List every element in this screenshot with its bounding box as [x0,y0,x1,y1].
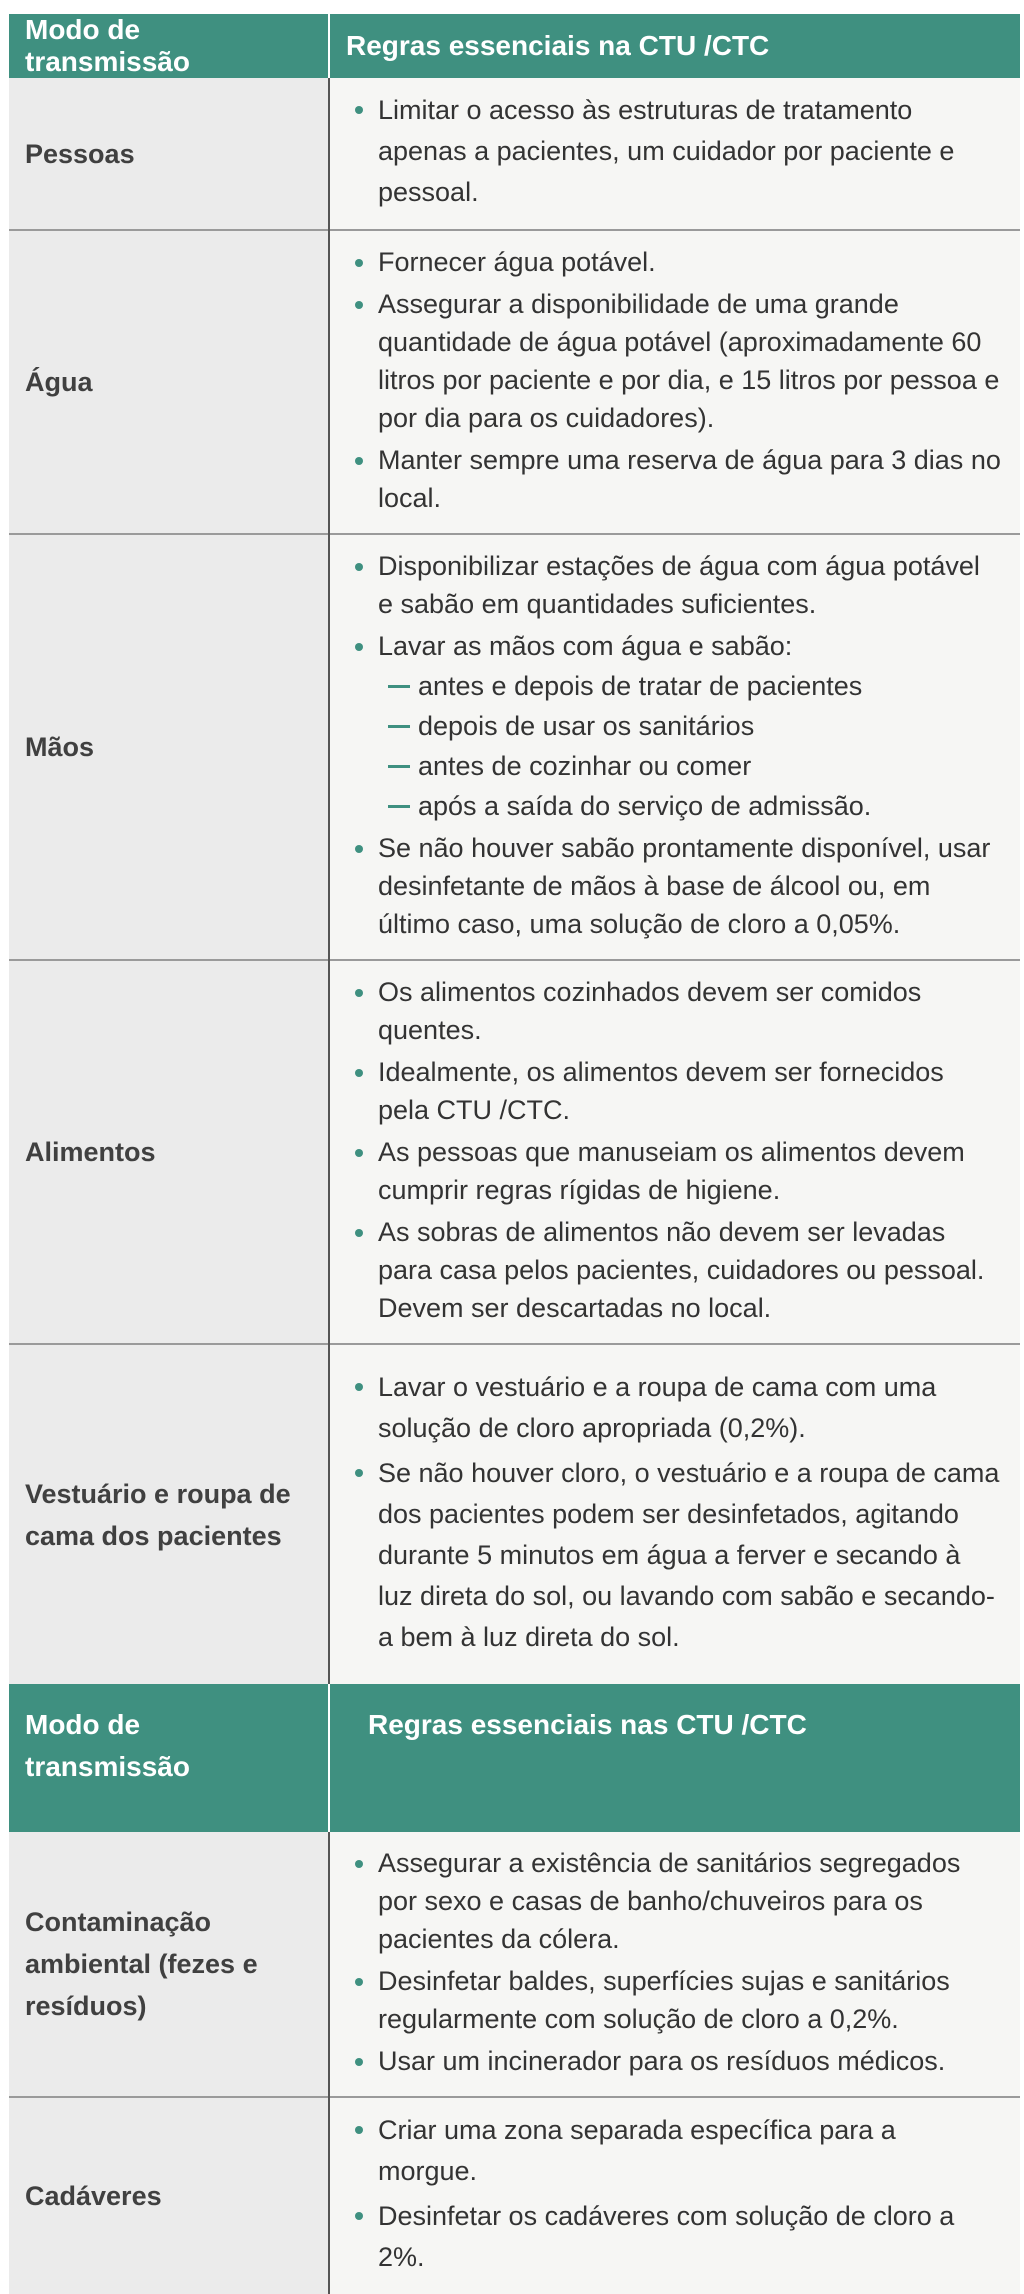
rule-text: Disponibilizar estações de água com água potável e sabão em quantidades suficientes. [378,551,980,619]
sub-rule-text: após a saída do serviço de admissão. [418,791,872,821]
rules-list [348,1367,1002,1658]
bullet-icon [355,1860,363,1868]
sub-list-item [378,787,1002,825]
list-item [348,1962,1002,2038]
table-header-row [9,14,1020,78]
rule-text: Usar um incinerador para os resíduos médicos. [378,2046,946,2076]
rule-text: Criar uma zona separada específica para a morgue. [378,2115,896,2186]
bullet-icon [355,1229,363,1237]
rules-list [348,1844,1002,2080]
list-item [348,829,1002,943]
rules-cell [329,1344,1020,1684]
sub-rule-text: antes de cozinhar ou comer [418,751,752,781]
rule-text: Limitar o acesso às estruturas de tratamento apenas a pacientes, um cuidador por paciente e pessoal. [378,95,955,207]
bullet-icon [355,457,363,465]
bullet-icon [355,1469,363,1477]
bullet-icon [355,259,363,267]
rules-list [348,973,1002,1327]
list-item [348,1053,1002,1129]
rule-text: Idealmente, os alimentos devem ser fornecidos pela CTU /CTC. [378,1057,944,1125]
mode-cell: Pessoas [9,78,329,230]
list-item [348,243,1002,281]
list-item [348,547,1002,623]
mode-cell: Alimentos [9,960,329,1344]
rules-cell [329,1832,1020,2097]
list-item [348,2042,1002,2080]
rules-list [348,243,1002,517]
header-rules: Regras essenciais na CTU /CTC [329,14,1020,78]
mode-cell: Contaminação ambiental (fezes e resíduos) [9,1832,329,2097]
sub-rule-text: depois de usar os sanitários [418,711,755,741]
bullet-icon [355,106,363,114]
table-row [9,78,1020,230]
rule-text: Se não houver sabão prontamente disponível, usar desinfetante de mãos à base de álcool ou, em último caso, uma solução de cloro a 0,05%. [378,833,991,939]
mode-cell: Água [9,230,329,534]
rule-text: Desinfetar os cadáveres com solução de cloro a 2%. [378,2201,955,2272]
rules-cell [329,534,1020,960]
table-row [9,230,1020,534]
rules-cell [329,78,1020,230]
bullet-icon [355,1069,363,1077]
rules-cell [329,960,1020,1344]
list-item [348,1213,1002,1327]
rule-text: Assegurar a disponibilidade de uma grande quantidade de água potável (aproximadamente 60 litros por paciente e por dia, e 15 litros por pessoa e por dia para os cuidadores). [378,289,1000,433]
sub-list-item [378,747,1002,785]
transmission-rules-table [9,14,1020,2294]
sub-list-item [378,667,1002,705]
rules-cell [329,2097,1020,2294]
bullet-icon [355,1978,363,1986]
rule-text: Lavar o vestuário e a roupa de cama com uma solução de cloro apropriada (0,2%). [378,1372,937,1443]
bullet-icon [355,1149,363,1157]
bullet-icon [355,845,363,853]
list-item [348,285,1002,437]
rules-list [348,90,1002,213]
list-item [348,973,1002,1049]
rule-text: Manter sempre uma reserva de água para 3 dias no local. [378,445,1001,513]
bullet-icon [355,301,363,309]
rule-text: Os alimentos cozinhados devem ser comidos quentes. [378,977,922,1045]
dash-icon [388,725,410,728]
dash-icon [388,805,410,808]
table-row [9,534,1020,960]
table-row [9,2097,1020,2294]
dash-icon [388,685,410,688]
bullet-icon [355,563,363,571]
rules-cell [329,230,1020,534]
table-row [9,1832,1020,2097]
list-item [348,1133,1002,1209]
rules-list [348,2110,1002,2278]
list-item [348,627,1002,825]
header-mode: Modo de transmissão [9,1684,329,1832]
list-item [348,90,1002,213]
list-item [348,1844,1002,1958]
rule-text: Se não houver cloro, o vestuário e a roupa de cama dos pacientes podem ser desinfetados, agitando durante 5 minutos em água a ferver e secando à luz direta do sol, ou lavando com sabão e secando-a bem à luz direta do sol. [378,1458,1000,1652]
rule-text: Assegurar a existência de sanitários segregados por sexo e casas de banho/chuveiros para os pacientes da cólera. [378,1848,961,1954]
mode-cell: Cadáveres [9,2097,329,2294]
sub-list-item [378,707,1002,745]
rule-text: Desinfetar baldes, superfícies sujas e sanitários regularmente com solução de cloro a 0,2%. [378,1966,950,2034]
rule-text: Fornecer água potável. [378,247,656,277]
bullet-icon [355,2212,363,2220]
rule-text: As pessoas que manuseiam os alimentos devem cumprir regras rígidas de higiene. [378,1137,965,1205]
list-item [348,2196,1002,2278]
bullet-icon [355,989,363,997]
mode-cell: Vestuário e roupa de cama dos pacientes [9,1344,329,1684]
rule-text: Lavar as mãos com água e sabão: [378,631,793,661]
sub-rule-text: antes e depois de tratar de pacientes [418,671,863,701]
bullet-icon [355,643,363,651]
bullet-icon [355,1383,363,1391]
header-mode: Modo de transmissão [9,14,329,78]
bullet-icon [355,2058,363,2066]
rule-text: As sobras de alimentos não devem ser levadas para casa pelos pacientes, cuidadores ou pessoal. Devem ser descartadas no local. [378,1217,985,1323]
rules-list [348,547,1002,943]
list-item [348,2110,1002,2192]
list-item [348,1367,1002,1449]
sub-list [378,667,1002,825]
header-rules: Regras essenciais nas CTU /CTC [329,1684,1020,1832]
table-row [9,960,1020,1344]
table-header-row-repeat [9,1684,1020,1832]
table-row [9,1344,1020,1684]
list-item [348,441,1002,517]
mode-cell: Mãos [9,534,329,960]
bullet-icon [355,2126,363,2134]
list-item [348,1453,1002,1658]
dash-icon [388,765,410,768]
rules-table-sheet [9,14,1020,2294]
